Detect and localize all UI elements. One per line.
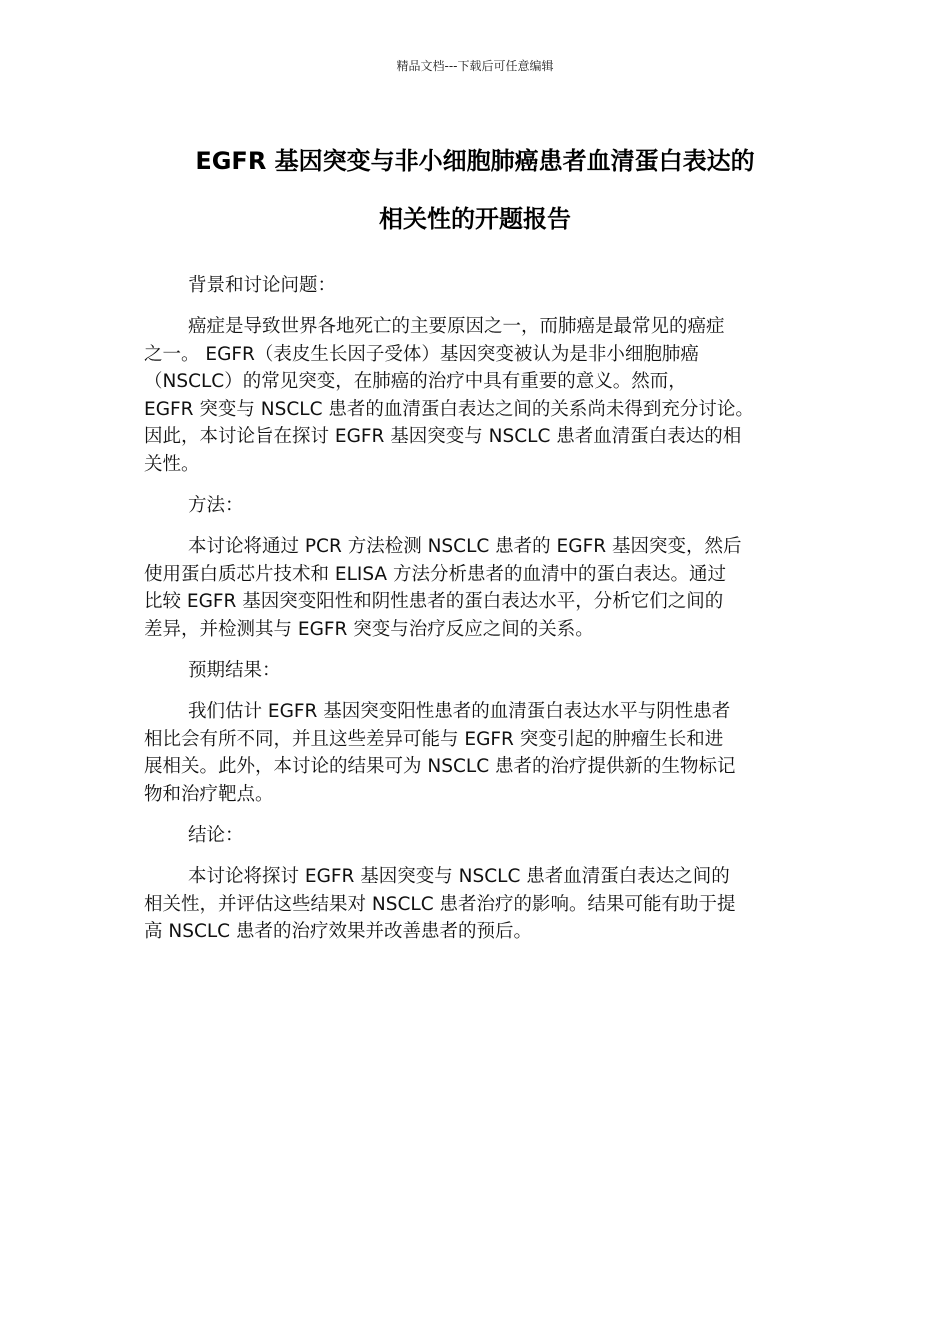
paragraph-line: 之一。 EGFR（表皮生长因子受体）基因突变被认为是非小细胞肺癌 bbox=[144, 343, 699, 365]
paragraph-line: 相比会有所不同，并且这些差异可能与 EGFR 突变引起的肿瘤生长和进 bbox=[144, 728, 724, 750]
section-heading-methods: 方法： bbox=[188, 495, 244, 516]
section-heading-conclusion: 结论： bbox=[188, 825, 244, 846]
paragraph-line: 因此，本讨论旨在探讨 EGFR 基因突变与 NSCLC 患者血清蛋白表达的相 bbox=[144, 426, 742, 447]
paragraph-line: 关性。 bbox=[144, 453, 200, 475]
paragraph-line: 本讨论将探讨 EGFR 基因突变与 NSCLC 患者血清蛋白表达之间的 bbox=[188, 866, 730, 887]
paragraph-line: 癌症是导致世界各地死亡的主要原因之一，而肺癌是最常见的癌症 bbox=[188, 316, 725, 337]
title-line-1: EGFR 基因突变与非小细胞肺癌患者血清蛋白表达的 bbox=[195, 147, 755, 175]
document-body bbox=[144, 272, 808, 960]
paragraph-line: 展相关。此外，本讨论的结果可为 NSCLC 患者的治疗提供新的生物标记 bbox=[144, 756, 736, 777]
paragraph-line: 使用蛋白质芯片技术和 ELISA 方法分析患者的血清中的蛋白表达。通过 bbox=[144, 563, 726, 585]
paragraph-line: 差异，并检测其与 EGFR 突变与治疗反应之间的关系。 bbox=[144, 618, 594, 640]
paragraph-background bbox=[144, 313, 808, 478]
paragraph-line: 我们估计 EGFR 基因突变阳性患者的血清蛋白表达水平与阴性患者 bbox=[188, 701, 731, 722]
section-heading-background: 背景和讨论问题： bbox=[188, 275, 337, 296]
paragraph-line: （NSCLC）的常见突变，在肺癌的治疗中具有重要的意义。然而， bbox=[144, 371, 687, 392]
paragraph-line: 相关性，并评估这些结果对 NSCLC 患者治疗的影响。结果可能有助于提 bbox=[144, 893, 736, 915]
paragraph-line: 本讨论将通过 PCR 方法检测 NSCLC 患者的 EGFR 基因突变，然后 bbox=[188, 536, 742, 557]
title-line-2: 相关性的开题报告 bbox=[379, 205, 571, 233]
document-title bbox=[140, 132, 810, 248]
paragraph-line: 物和治疗靶点。 bbox=[144, 783, 274, 805]
paragraph-conclusion bbox=[144, 863, 808, 946]
paragraph-line: 高 NSCLC 患者的治疗效果并改善患者的预后。 bbox=[144, 921, 532, 942]
paragraph-expected-results bbox=[144, 698, 808, 808]
paragraph-line: 比较 EGFR 基因突变阳性和阴性患者的蛋白表达水平，分析它们之间的 bbox=[144, 591, 724, 612]
header-note: 精品文档---下载后可任意编辑 bbox=[396, 59, 554, 73]
section-heading-expected-results: 预期结果： bbox=[188, 660, 281, 681]
paragraph-methods bbox=[144, 533, 808, 643]
paragraph-line: EGFR 突变与 NSCLC 患者的血清蛋白表达之间的关系尚未得到充分讨论。 bbox=[144, 398, 754, 420]
